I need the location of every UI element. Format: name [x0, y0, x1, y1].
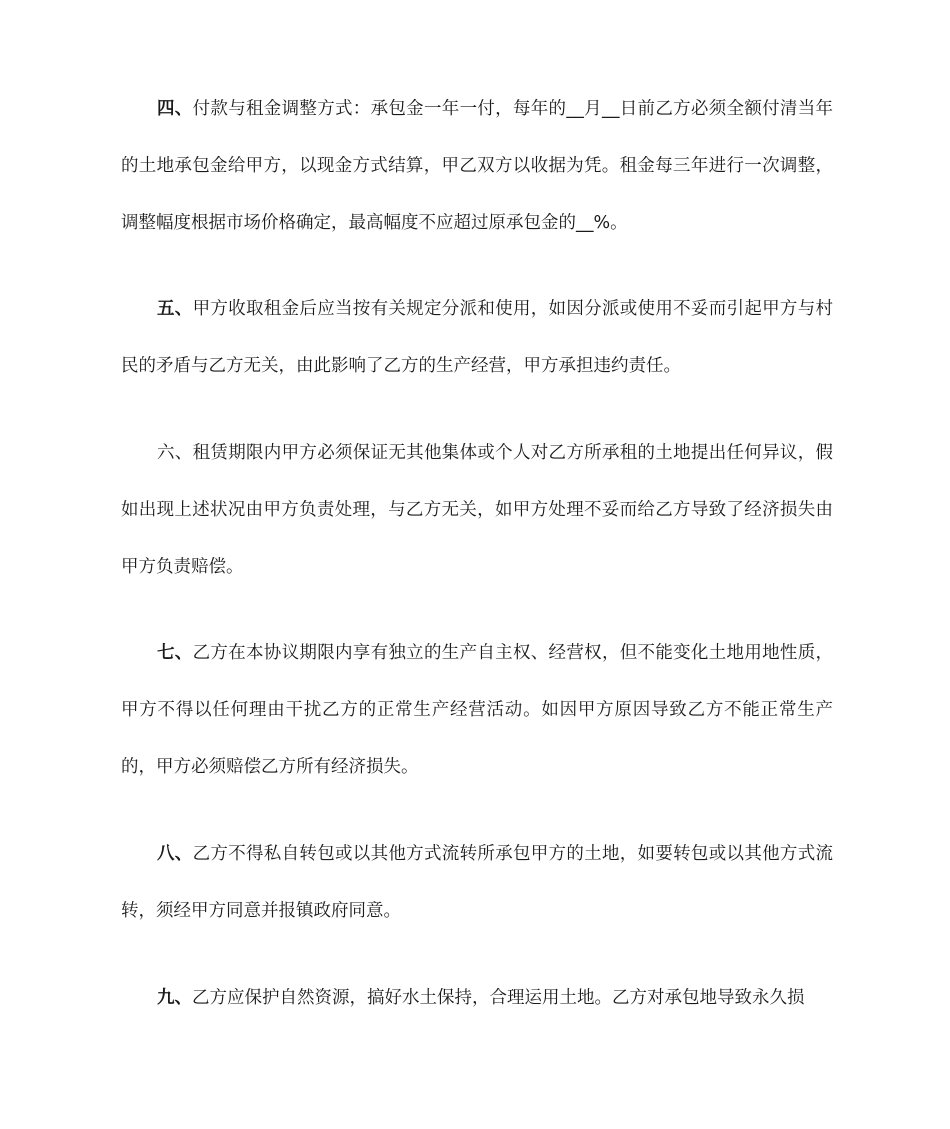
- clause-7-number: 七、: [157, 643, 193, 663]
- clause-5: [121, 281, 833, 395]
- clause-9: [121, 970, 833, 1027]
- clause-7-text: 乙方在本协议期限内享有独立的生产自主权、经营权，但不能变化土地用地性质，甲方不得以任何理由干扰乙方的正常生产经营活动。如因甲方原因导致乙方不能正常生产的，甲方必须赔偿乙方所有经济损失。: [121, 643, 834, 777]
- clause-6-number: 六、: [157, 443, 193, 463]
- clause-6-text: 租赁期限内甲方必须保证无其他集体或个人对乙方所承租的土地提出任何异议，假如出现上述状况由甲方负责处理，与乙方无关，如甲方处理不妥而给乙方导致了经济损失由甲方负责赔偿。: [121, 443, 834, 577]
- clause-4-text: 付款与租金调整方式：承包金一年一付，每年的__月__日前乙方必须全额付清当年的土地承包金给甲方，以现金方式结算，甲乙双方以收据为凭。租金每三年进行一次调整，调整幅度根据市场价格确定，最高幅度不应超过原承包金的__%。: [121, 99, 834, 233]
- clause-8: [121, 826, 833, 940]
- clause-9-text: 乙方应保护自然资源，搞好水土保持，合理运用土地。乙方对承包地导致永久损: [192, 988, 805, 1008]
- clause-7: [121, 625, 833, 796]
- clause-5-text: 甲方收取租金后应当按有关规定分派和使用，如因分派或使用不妥而引起甲方与村民的矛盾与乙方无关，由此影响了乙方的生产经营，甲方承担违约责任。: [121, 299, 834, 376]
- clause-8-number: 八、: [157, 844, 193, 864]
- clause-8-text: 乙方不得私自转包或以其他方式流转所承包甲方的土地，如要转包或以其他方式流转，须经甲方同意并报镇政府同意。: [121, 844, 834, 921]
- clause-5-number: 五、: [157, 299, 193, 319]
- clause-4: [121, 81, 833, 252]
- clause-9-number: 九、: [157, 988, 192, 1008]
- clause-4-number: 四、: [157, 99, 193, 119]
- clause-6: [121, 425, 833, 596]
